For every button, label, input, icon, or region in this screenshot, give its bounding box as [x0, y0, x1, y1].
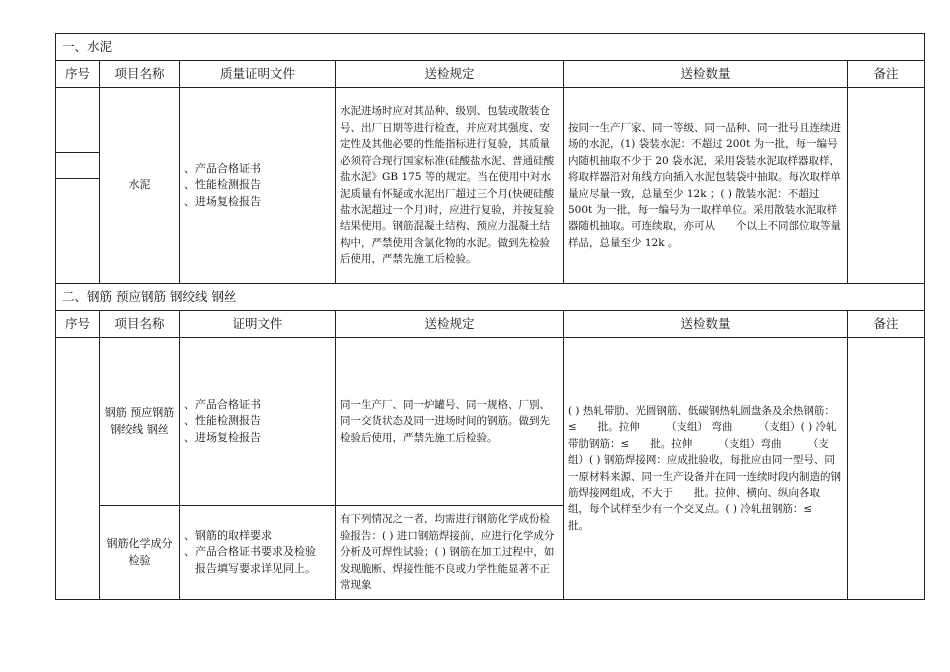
header-index: 序号: [56, 311, 100, 338]
cement-docs-cell: [180, 88, 336, 284]
header-inspection-rule: 送检规定: [336, 61, 564, 88]
header-cert-docs: 证明文件: [180, 311, 336, 338]
cement-quantity-text: 按同一生产厂家、同一等级、同一品种、同一批号且连续进场的水泥，(1) 袋装水泥：不超过 200t 为一批，每一编号内随机抽取不少于 20 袋水泥，采用袋装水泥取样器取样，将取样器沿对角线方向插入水泥包装袋中抽取。每次取样单量应尽量一致，总量至少 12k ；( ) 散装水泥：不超过 500t 为一批，每一编号为一取样单位。采用散装水泥取样器随机抽取。可连续取，亦可从 个以上不同部位取等量样品，总量至少 12k 。: [564, 88, 848, 284]
header-item-name: 项目名称: [100, 61, 180, 88]
steel-rule-text: 同一生产厂、同一炉罐号、同一规格、厂别、同一交货状态及同一进场时间的钢筋。做到先检验后使用，严禁先施工后检验。: [336, 338, 564, 506]
header-item-name: 项目名称: [100, 311, 180, 338]
steel-quantity-text: ( ) 热轧带肋、光圆钢筋、低碳钢热轧圆盘条及余热钢筋：≤ 批。拉伸 （支组） 弯曲 （支组）( ) 冷轧带肋钢筋：≤ 批。拉伸 （支组）弯曲 （支组）( ) 钢筋焊接网：应成批验收，每批应由同一型号、同一原材料来源、同一生产设备并在同一连续时段内制造的钢筋焊接网组成，不大于 批。拉伸、横向、纵向各取 组，每个试样至少有一个交叉点。( ) 冷轧扭钢筋：≤ 批。: [564, 338, 848, 600]
inspection-table: [55, 33, 925, 600]
index-divider: [56, 152, 99, 153]
cement-rule-text: 水泥进场时应对其品种、级别、包装或散装仓号、出厂日期等进行检查，并应对其强度、安定性及其他必要的性能指标进行复验，其质量必须符合现行国家标准(硅酸盐水泥、普通硅酸盐水泥》GB 175 等的规定。当在使用中对水泥质量有怀疑或水泥出厂超过三个月(快硬硅酸盐水泥超过一个月)时，应进行复验，并按复验结果使用。钢筋混凝土结构、预应力混凝土结构中，严禁使用含氯化物的水泥。做到先检验后使用，严禁先施工后检验。: [336, 88, 564, 284]
steel-chem-doc-item: 、钢筋的取样要求: [184, 528, 272, 542]
cement-row: [56, 88, 925, 284]
steel-chem-doc-item: 、产品合格证书要求及检验: [184, 545, 316, 559]
index-divider: [56, 178, 99, 179]
cement-doc-item: 、产品合格证书: [184, 161, 261, 175]
cement-doc-item: 、性能检测报告: [184, 178, 261, 192]
steel-remark: [848, 338, 925, 600]
cement-remark: [848, 88, 925, 284]
section-2-title: 二、钢筋 预应钢筋 钢绞线 钢丝: [56, 284, 925, 311]
cement-item-name: 水泥: [100, 88, 180, 284]
header-inspection-quantity: 送检数量: [564, 311, 848, 338]
header-remark: 备注: [848, 311, 925, 338]
steel-chem-doc-item: 报告填写要求详见同上。: [184, 561, 316, 575]
steel-chem-item-name: 钢筋化学成分检验: [100, 506, 180, 600]
steel-index-cell: [56, 338, 100, 600]
header-remark: 备注: [848, 61, 925, 88]
steel-row: [56, 338, 925, 506]
steel-item-name: 钢筋 预应钢筋 钢绞线 钢丝: [100, 338, 180, 506]
document-page: [55, 33, 924, 600]
section-1-title: 一、水泥: [56, 34, 925, 61]
steel-doc-item: 、进场复检报告: [184, 430, 261, 444]
header-index: 序号: [56, 61, 100, 88]
steel-chem-rule-text: 有下列情况之一者，均需进行钢筋化学成份检验报告：( ) 进口钢筋焊接前，应进行化学成分分析及可焊性试验；( ) 钢筋在加工过程中，如发现脆断、焊接性能不良或力学性能显著不正常现象: [336, 506, 564, 600]
cement-doc-item: 、进场复检报告: [184, 194, 261, 208]
cement-index-cell: [56, 88, 100, 284]
section-2-header-row: [56, 311, 925, 338]
steel-chem-docs-cell: [180, 506, 336, 600]
section-1-header-row: [56, 61, 925, 88]
header-inspection-rule: 送检规定: [336, 311, 564, 338]
steel-docs-cell: [180, 338, 336, 506]
steel-doc-item: 、性能检测报告: [184, 414, 261, 428]
header-quality-docs: 质量证明文件: [180, 61, 336, 88]
steel-doc-item: 、产品合格证书: [184, 397, 261, 411]
header-inspection-quantity: 送检数量: [564, 61, 848, 88]
